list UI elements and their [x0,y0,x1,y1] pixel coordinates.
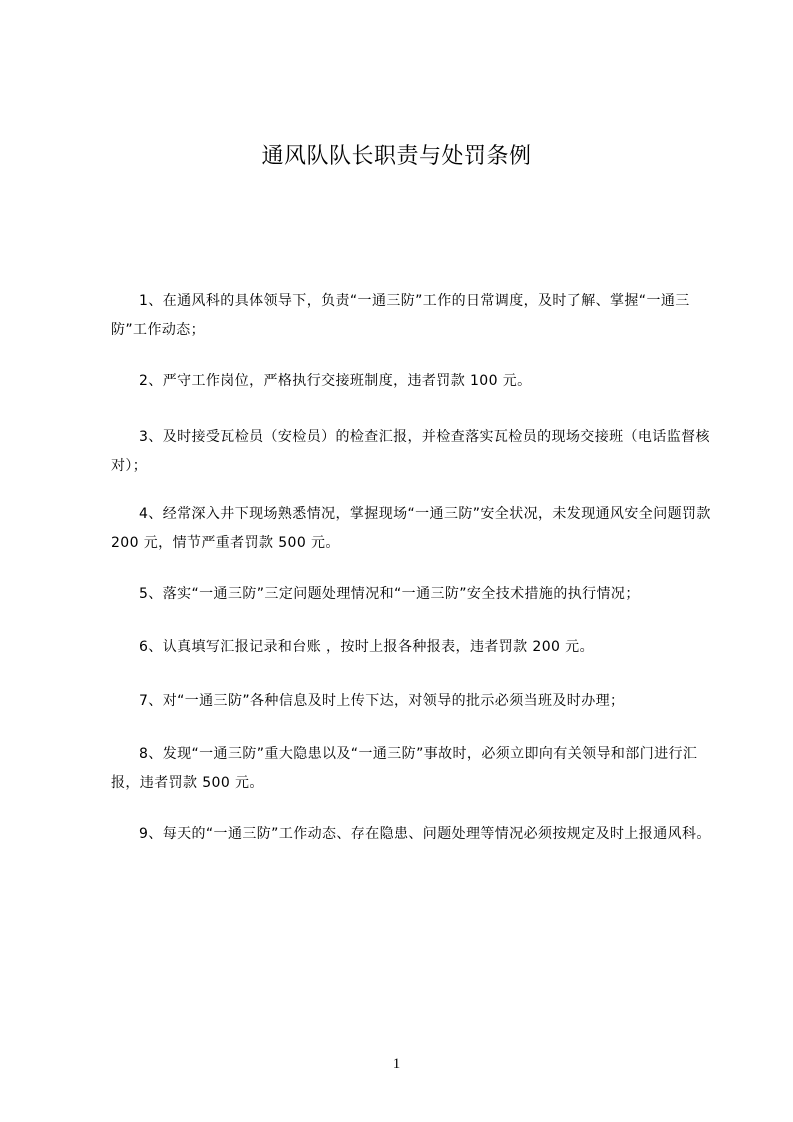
clause-2: 2、严守工作岗位，严格执行交接班制度，违者罚款 100 元。 [139,373,532,389]
page-title: 通风队队长职责与处罚条例 [261,144,532,169]
clause-6: 6、认真填写汇报记录和台账 ，按时上报各种报表，违者罚款 200 元。 [139,639,594,655]
clause-3: 3、及时接受瓦检员（安检员）的检查汇报，并检查落实瓦检员的现场交接班（电话监督核对）； [111,429,710,474]
clause-5: 5、落实“一通三防”三定问题处理情况和“一通三防”安全技术措施的执行情况； [139,586,640,602]
clause-4: 4、经常深入井下现场熟悉情况，掌握现场“一通三防”安全状况，未发现通风安全问题罚款 200 元，情节严重者罚款 500 元。 [111,506,711,551]
page-number: 1 [392,1056,401,1072]
clause-7: 7、对“一通三防”各种信息及时上传下达，对领导的批示必须当班及时办理； [139,693,625,709]
clause-8: 8、发现“一通三防”重大隐患以及“一通三防”事故时，必须立即向有关领导和部门进行汇报，违者罚款 500 元。 [111,746,698,791]
clause-9: 9、每天的“一通三防”工作动态、存在隐患、问题处理等情况必须按规定及时上报通风科。 [139,826,711,842]
clause-1: 1、在通风科的具体领导下，负责“一通三防”工作的日常调度，及时了解、掌握“一通三防”工作动态； [111,293,690,338]
